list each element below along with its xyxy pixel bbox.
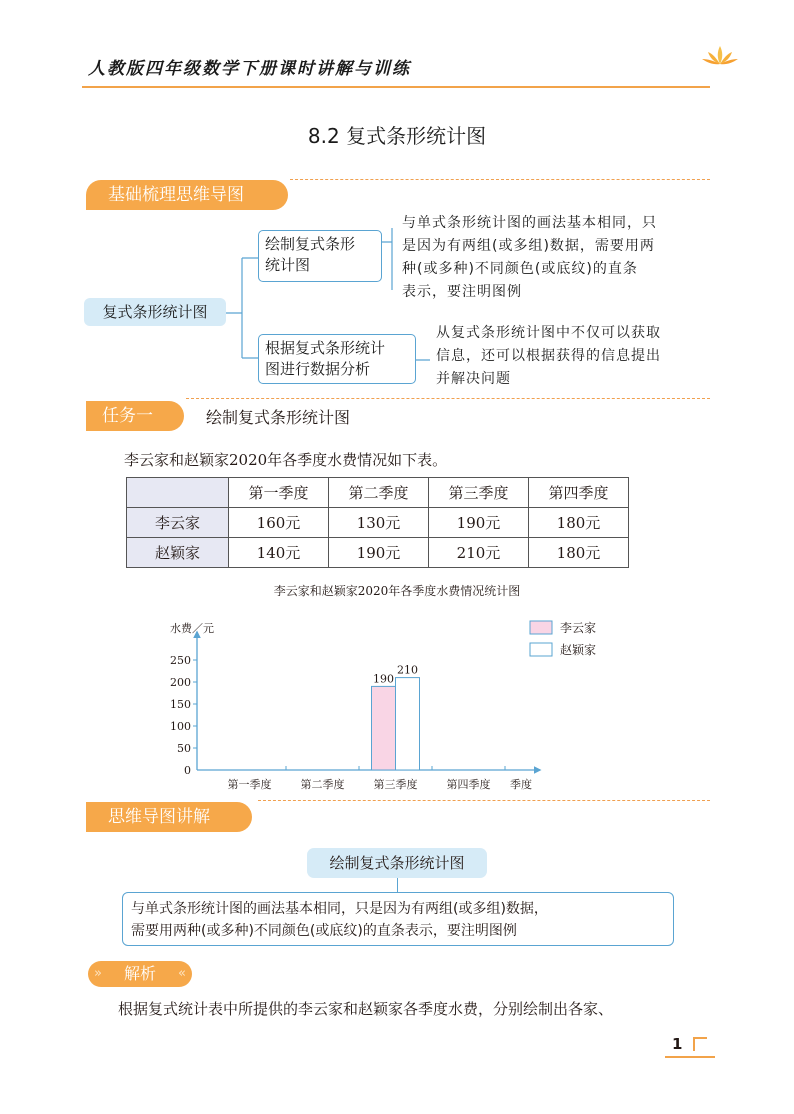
explain-node: 绘制复式条形统计图 — [307, 848, 487, 878]
divider — [186, 398, 710, 399]
mindmap-branch-draw — [258, 230, 382, 282]
branch-draw-line1: 绘制复式条形 — [265, 235, 356, 253]
table-cell: 140元 — [229, 538, 329, 568]
legend-label: 李云家 — [560, 621, 597, 635]
section-title: 8.2 复式条形统计图 — [307, 124, 487, 148]
page-number: 1 — [672, 1035, 683, 1053]
table-header-row — [127, 478, 629, 508]
legend-label: 赵颖家 — [560, 643, 597, 657]
x-tick-label: 第三季度 — [373, 778, 418, 791]
y-tick-label: 200 — [170, 676, 191, 689]
intro-text: 李云家和赵颖家2020年各季度水费情况如下表。 — [124, 451, 448, 469]
y-tick-label: 150 — [170, 698, 191, 711]
table-corner — [127, 478, 229, 508]
explain-line2: 需要用两种(或多种)不同颜色(或底纹)的直条表示，要注明图例 — [131, 923, 517, 939]
y-tick-label: 250 — [170, 654, 191, 667]
chart-title: 李云家和赵颖家2020年各季度水费情况统计图 — [273, 584, 521, 598]
table-cell: 160元 — [229, 508, 329, 538]
table-cell: 130元 — [329, 508, 429, 538]
divider — [258, 800, 710, 801]
task-title: 绘制复式条形统计图 — [206, 408, 351, 427]
y-tick-label: 100 — [170, 720, 191, 733]
explain-box — [122, 892, 674, 946]
x-tick-label: 第二季度 — [300, 778, 345, 791]
table-header: 第一季度 — [229, 478, 329, 508]
double-arrow-right-icon: » — [94, 966, 102, 981]
page-corner-icon — [693, 1037, 707, 1051]
book-title: 人教版四年级数学下册课时讲解与训练 — [88, 59, 411, 79]
table-header: 第三季度 — [429, 478, 529, 508]
branch-analyze-detail: 从复式条形统计图中不仅可以获取 信息，还可以根据获得的信息提出 并解决问题 — [436, 325, 661, 387]
analysis-tag — [88, 961, 192, 987]
water-fee-table — [126, 477, 629, 568]
table-cell: 190元 — [429, 508, 529, 538]
bar-赵颖家 — [396, 678, 420, 770]
table-header: 第四季度 — [529, 478, 629, 508]
mindmap-branch-analyze — [258, 334, 416, 384]
branch-analyze-line2: 图进行数据分析 — [265, 360, 371, 378]
table-cell: 180元 — [529, 508, 629, 538]
table-row — [127, 538, 629, 568]
table-header: 第二季度 — [329, 478, 429, 508]
table-row — [127, 508, 629, 538]
legend-swatch — [530, 643, 552, 656]
branch-analyze-line1: 根据复式条形统计 — [265, 339, 386, 357]
branch-draw-detail: 与单式条形统计图的画法基本相同，只 是因为有两组(或多组)数据，需要用两 种(或多种)不同颜色(或底纹)的直条 表示，要注明图例 — [402, 215, 657, 300]
double-arrow-left-icon: « — [178, 966, 186, 981]
x-tick-label: 第一季度 — [227, 778, 272, 791]
explain-connector — [397, 878, 398, 892]
page-underline — [665, 1056, 715, 1058]
analysis-text: 根据复式统计表中所提供的李云家和赵颖家各季度水费，分别绘制出各家、 — [118, 1000, 614, 1018]
table-row-header: 赵颖家 — [127, 538, 229, 568]
table-cell: 210元 — [429, 538, 529, 568]
x-tick-label: 第四季度 — [446, 778, 491, 791]
table-row-header: 李云家 — [127, 508, 229, 538]
bar-李云家 — [372, 686, 396, 770]
data-label: 210 — [397, 663, 418, 677]
water-fee-chart — [150, 610, 630, 800]
y-tick-label: 50 — [177, 742, 191, 755]
y-axis-label: 水费／元 — [170, 622, 214, 635]
data-label: 190 — [373, 672, 394, 686]
table-cell: 180元 — [529, 538, 629, 568]
mindmap-root: 复式条形统计图 — [84, 298, 226, 326]
table-cell: 190元 — [329, 538, 429, 568]
explain-tag: 思维导图讲解 — [86, 802, 252, 832]
y-tick-label: 0 — [184, 764, 191, 777]
legend-swatch — [530, 621, 552, 634]
x-axis-label: 季度 — [510, 778, 532, 791]
explain-line1: 与单式条形统计图的画法基本相同，只是因为有两组(或多组)数据， — [131, 901, 548, 917]
task-tag: 任务一 — [86, 401, 184, 431]
analysis-label: 解析 — [123, 964, 156, 983]
mindmap-tag: 基础梳理思维导图 — [86, 180, 288, 210]
branch-draw-line2: 统计图 — [265, 256, 311, 274]
